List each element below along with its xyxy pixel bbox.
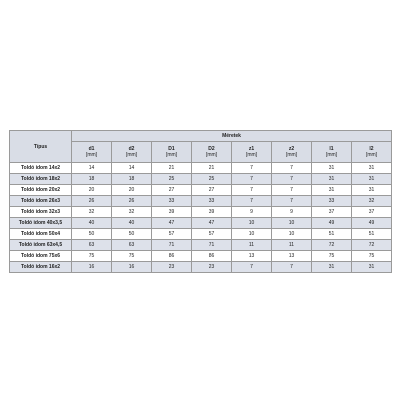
- value-cell-d1: 33: [152, 196, 192, 207]
- column-header-name: z2: [288, 146, 295, 152]
- value-cell-l1: 31: [312, 174, 352, 185]
- value-cell-d1: 26: [72, 196, 112, 207]
- value-cell-d1: 25: [152, 174, 192, 185]
- column-header-unit: [mm]: [85, 152, 98, 158]
- value-cell-z1: 10: [232, 229, 272, 240]
- value-cell-d2: 25: [192, 174, 232, 185]
- value-cell-z1: 7: [232, 174, 272, 185]
- dimensions-group-header: Méretek: [72, 131, 392, 142]
- row-type-cell: Toldó idom 14x2: [10, 163, 72, 174]
- value-cell-d1: 47: [152, 218, 192, 229]
- column-header-name: z1: [248, 146, 255, 152]
- value-cell-l2: 31: [352, 174, 392, 185]
- column-header-name: D1: [168, 146, 175, 152]
- value-cell-d1: 20: [72, 185, 112, 196]
- value-cell-z1: 7: [232, 163, 272, 174]
- column-header-unit: [mm]: [125, 152, 138, 158]
- type-column-header: Típus: [10, 131, 72, 163]
- value-cell-d2: 40: [112, 218, 152, 229]
- value-cell-d2: 75: [112, 251, 152, 262]
- table-body: [10, 163, 392, 273]
- row-type-cell: Toldó idom 32x3: [10, 207, 72, 218]
- value-cell-d2: 32: [112, 207, 152, 218]
- table-row: [10, 163, 392, 174]
- value-cell-l2: 31: [352, 262, 392, 273]
- value-cell-l1: 31: [312, 262, 352, 273]
- column-header-unit: [mm]: [325, 152, 338, 158]
- column-header-unit: [mm]: [205, 152, 218, 158]
- column-header-unit: [mm]: [245, 152, 258, 158]
- column-header-l1: [312, 142, 352, 163]
- row-type-cell: Toldó idom 50x4: [10, 229, 72, 240]
- table-row: [10, 229, 392, 240]
- value-cell-d1: 86: [152, 251, 192, 262]
- value-cell-z1: 7: [232, 196, 272, 207]
- value-cell-z1: 7: [232, 262, 272, 273]
- value-cell-z2: 7: [272, 262, 312, 273]
- value-cell-d2: 20: [112, 185, 152, 196]
- column-header-name: d1: [88, 146, 95, 152]
- value-cell-z1: 11: [232, 240, 272, 251]
- value-cell-z1: 9: [232, 207, 272, 218]
- column-header-unit: [mm]: [165, 152, 178, 158]
- row-type-cell: Toldó idom 40x3,5: [10, 218, 72, 229]
- column-header-unit: [mm]: [365, 152, 378, 158]
- value-cell-d1: 75: [72, 251, 112, 262]
- value-cell-d2: 18: [112, 174, 152, 185]
- value-cell-d2: 71: [192, 240, 232, 251]
- value-cell-z2: 13: [272, 251, 312, 262]
- value-cell-d1: 50: [72, 229, 112, 240]
- value-cell-d1: 14: [72, 163, 112, 174]
- value-cell-l1: 51: [312, 229, 352, 240]
- value-cell-l2: 75: [352, 251, 392, 262]
- value-cell-l2: 31: [352, 185, 392, 196]
- table-row: [10, 251, 392, 262]
- header-row-top: [10, 131, 392, 142]
- column-header-d2: [112, 142, 152, 163]
- value-cell-d1: 16: [72, 262, 112, 273]
- table-row: [10, 262, 392, 273]
- value-cell-d1: 27: [152, 185, 192, 196]
- value-cell-d1: 40: [72, 218, 112, 229]
- value-cell-l1: 31: [312, 163, 352, 174]
- value-cell-d2: 21: [192, 163, 232, 174]
- dimensions-table: [9, 130, 392, 273]
- table-row: [10, 185, 392, 196]
- value-cell-z2: 10: [272, 218, 312, 229]
- table-row: [10, 174, 392, 185]
- value-cell-d1: 21: [152, 163, 192, 174]
- value-cell-z2: 7: [272, 185, 312, 196]
- value-cell-z2: 7: [272, 163, 312, 174]
- value-cell-l1: 33: [312, 196, 352, 207]
- value-cell-d2: 14: [112, 163, 152, 174]
- column-header-z2: [272, 142, 312, 163]
- row-type-cell: Toldó idom 63x4,5: [10, 240, 72, 251]
- value-cell-z2: 7: [272, 196, 312, 207]
- value-cell-z2: 9: [272, 207, 312, 218]
- column-header-l2: [352, 142, 392, 163]
- table-row: [10, 196, 392, 207]
- value-cell-d2: 33: [192, 196, 232, 207]
- value-cell-d2: 26: [112, 196, 152, 207]
- table-row: [10, 218, 392, 229]
- value-cell-z1: 13: [232, 251, 272, 262]
- value-cell-z1: 10: [232, 218, 272, 229]
- column-header-name: l1: [329, 146, 334, 152]
- value-cell-z2: 11: [272, 240, 312, 251]
- value-cell-d2: 86: [192, 251, 232, 262]
- value-cell-l2: 32: [352, 196, 392, 207]
- row-type-cell: Toldó idom 26x3: [10, 196, 72, 207]
- value-cell-d2: 63: [112, 240, 152, 251]
- value-cell-l1: 72: [312, 240, 352, 251]
- value-cell-d2: 47: [192, 218, 232, 229]
- value-cell-d1: 32: [72, 207, 112, 218]
- value-cell-d2: 57: [192, 229, 232, 240]
- column-header-d2: [192, 142, 232, 163]
- value-cell-l2: 31: [352, 163, 392, 174]
- column-header-name: l2: [369, 146, 374, 152]
- value-cell-d1: 63: [72, 240, 112, 251]
- value-cell-l2: 51: [352, 229, 392, 240]
- value-cell-d2: 39: [192, 207, 232, 218]
- value-cell-d1: 18: [72, 174, 112, 185]
- value-cell-z2: 7: [272, 174, 312, 185]
- value-cell-l1: 49: [312, 218, 352, 229]
- value-cell-l2: 72: [352, 240, 392, 251]
- value-cell-d2: 27: [192, 185, 232, 196]
- value-cell-l2: 49: [352, 218, 392, 229]
- column-header-d1: [72, 142, 112, 163]
- row-type-cell: Toldó idom 16x2: [10, 262, 72, 273]
- value-cell-l1: 37: [312, 207, 352, 218]
- row-type-cell: Toldó idom 18x2: [10, 174, 72, 185]
- value-cell-l1: 75: [312, 251, 352, 262]
- table-row: [10, 240, 392, 251]
- value-cell-d1: 39: [152, 207, 192, 218]
- value-cell-d1: 23: [152, 262, 192, 273]
- value-cell-d2: 23: [192, 262, 232, 273]
- value-cell-d2: 50: [112, 229, 152, 240]
- table-row: [10, 207, 392, 218]
- value-cell-z1: 7: [232, 185, 272, 196]
- value-cell-d1: 57: [152, 229, 192, 240]
- value-cell-l2: 37: [352, 207, 392, 218]
- value-cell-d1: 71: [152, 240, 192, 251]
- value-cell-l1: 31: [312, 185, 352, 196]
- value-cell-z2: 10: [272, 229, 312, 240]
- column-header-unit: [mm]: [285, 152, 298, 158]
- row-type-cell: Toldó idom 20x2: [10, 185, 72, 196]
- value-cell-d2: 16: [112, 262, 152, 273]
- row-type-cell: Toldó idom 75x6: [10, 251, 72, 262]
- column-header-name: D2: [208, 146, 215, 152]
- column-header-z1: [232, 142, 272, 163]
- column-header-name: d2: [128, 146, 135, 152]
- column-header-d1: [152, 142, 192, 163]
